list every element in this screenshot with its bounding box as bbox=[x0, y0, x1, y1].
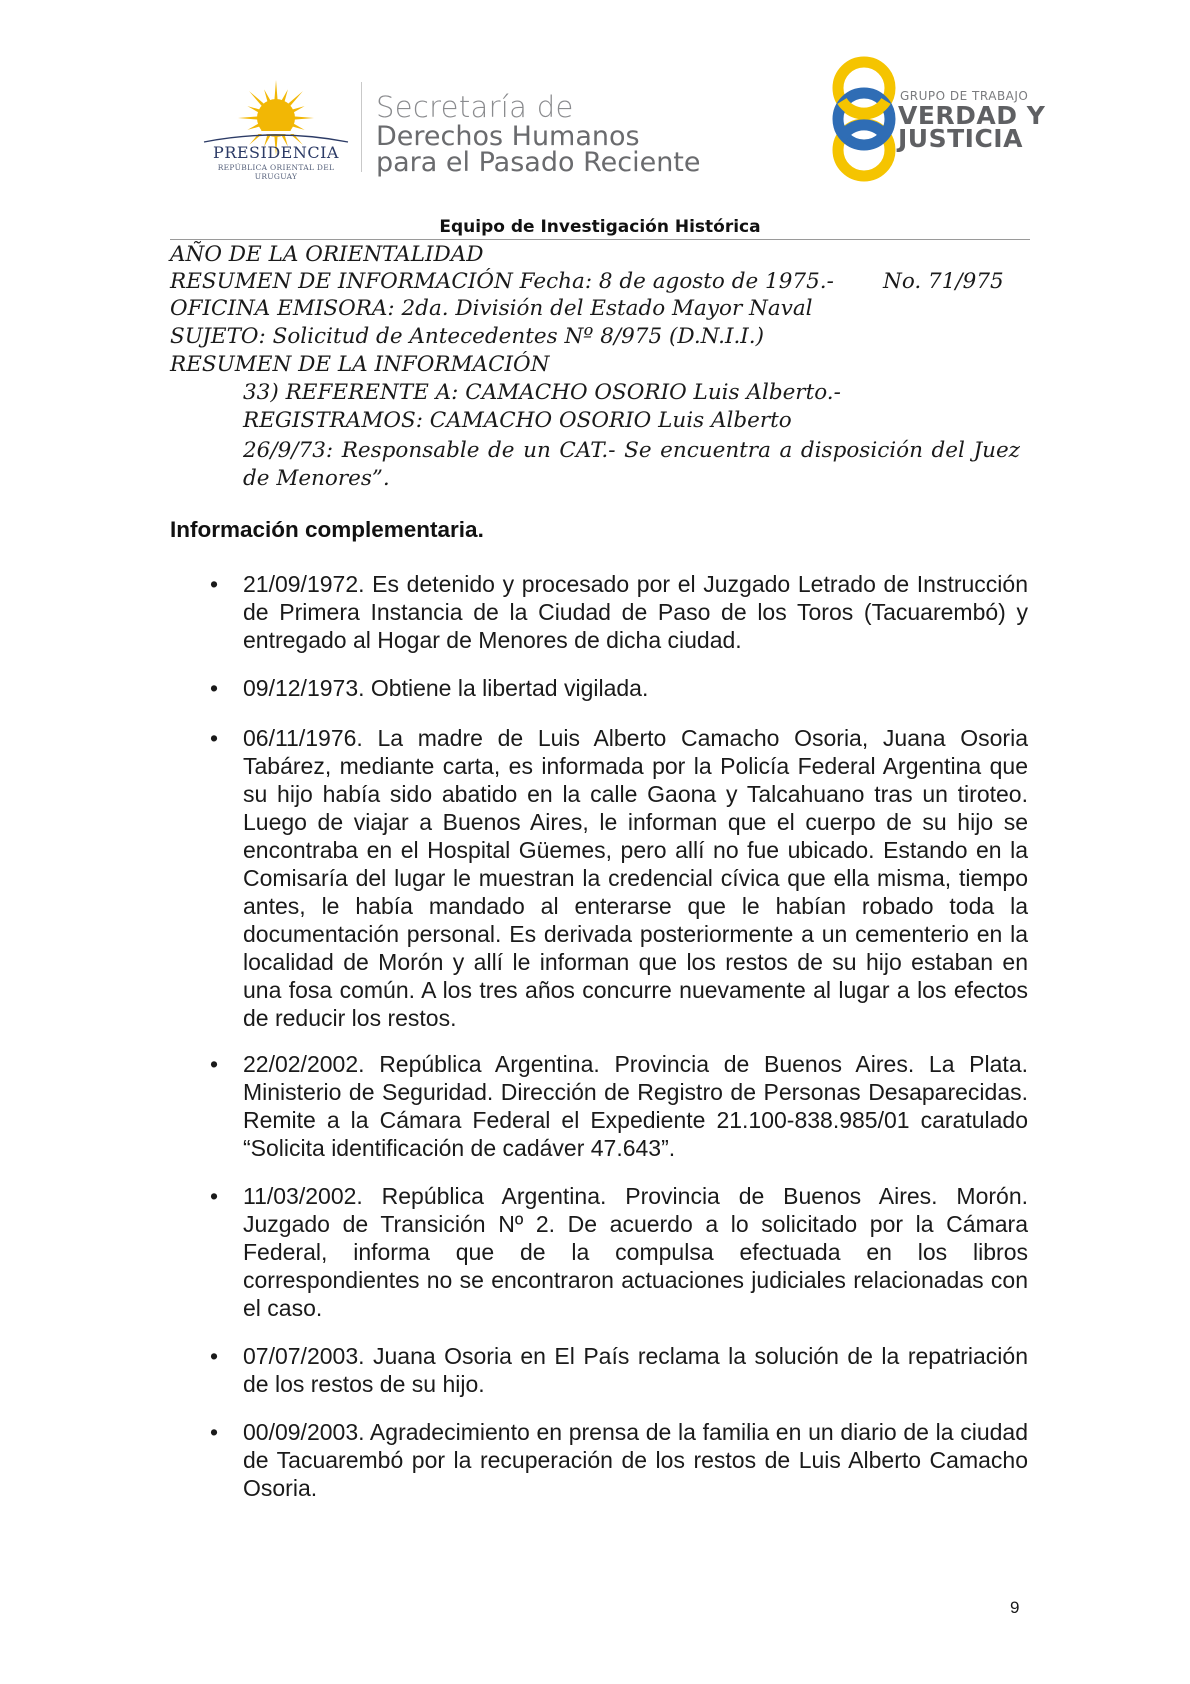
secretaria-line-2: Derechos Humanos bbox=[376, 121, 640, 152]
ring-overlap-top bbox=[842, 101, 886, 113]
bullet-icon: • bbox=[210, 1419, 219, 1445]
record-subject-line: SUJETO: Solicitud de Antecedentes Nº 8/975 (D.N.I.I.) bbox=[170, 324, 765, 349]
record-referente-line: 33) REFERENTE A: CAMACHO OSORIO Luis Alberto.- bbox=[243, 380, 841, 405]
verdad-label: VERDAD Y bbox=[898, 101, 1046, 130]
complementary-heading: Información complementaria. bbox=[170, 517, 484, 542]
sun-ray bbox=[274, 80, 277, 100]
sun-ray bbox=[238, 116, 258, 119]
ring-overlap-bottom bbox=[842, 125, 886, 137]
list-item: 00/09/2003. Agradecimiento en prensa de la familia en un diario de la ciudad de Tacuarembó por la recuperación de los restos de Luis Alberto Camacho Osoria. bbox=[243, 1419, 1028, 1501]
bullet-icon: • bbox=[210, 1343, 219, 1369]
presidencia-sublabel: REPÚBLICA ORIENTAL DEL URUGUAY bbox=[217, 163, 335, 181]
record-year-line: AÑO DE LA ORIENTALIDAD bbox=[170, 242, 484, 267]
page-header bbox=[0, 0, 1190, 200]
list-item: 22/02/2002. República Argentina. Provincia de Buenos Aires. La Plata. Ministerio de Seguridad. Dirección de Registro de Personas Desaparecidas. Remite a la Cámara Federal el Expediente 21.100-838.985/01 caratulado “Solicita identificación de cadáver 47.643”. bbox=[243, 1051, 1028, 1161]
sun-ray bbox=[288, 91, 303, 106]
list-item: 11/03/2002. República Argentina. Provincia de Buenos Aires. Morón. Juzgado de Transición Nº 2. De acuerdo a lo solicitado por la Cámara Federal, informa que de la compulsa efectuada en los libros correspondientes no se encontraron actuaciones judiciales relacionadas con el caso. bbox=[243, 1183, 1028, 1321]
sun-ray bbox=[294, 116, 314, 119]
bullet-icon: • bbox=[210, 571, 219, 597]
header-rule bbox=[170, 239, 1030, 240]
logo-divider bbox=[361, 82, 362, 172]
record-summary-heading: RESUMEN DE LA INFORMACIÓN bbox=[170, 352, 550, 377]
bullet-icon: • bbox=[210, 1051, 219, 1077]
secretaria-line-1: Secretaría de bbox=[376, 90, 574, 124]
justicia-label: JUSTICIA bbox=[898, 124, 1023, 153]
team-title: Equipo de Investigación Histórica bbox=[439, 217, 761, 237]
record-number: No. 71/975 bbox=[883, 269, 1004, 294]
list-item: 06/11/1976. La madre de Luis Alberto Camacho Osoria, Juana Osoria Tabárez, mediante carta, es informada por la Policía Federal Argentina que su hijo había sido abatido en la calle Gaona y Talcahuano tras un tiroteo. Luego de viajar a Buenos Aires, le informan que el cuerpo de su hijo se encontraba en el Hospital Güemes, pero allí no fue ubicado. Estando en la Comisaría del lugar le muestran la credencial cívica que ella misma, tiempo antes, le había mandado al enterarse que le habían robado toda la documentación personal. Es derivada posteriormente a un cementerio en la localidad de Morón y allí le informan que los restos de su hijo estaban en una fosa común. A los tres años concurre nuevamente al lugar a los efectos de reducir los restos. bbox=[243, 725, 1028, 1031]
bullet-icon: • bbox=[210, 725, 219, 751]
grupo-label: GRUPO DE TRABAJO bbox=[900, 89, 1029, 103]
record-office-line: OFICINA EMISORA: 2da. División del Estado Mayor Naval bbox=[170, 296, 813, 321]
record-registramos-line: REGISTRAMOS: CAMACHO OSORIO Luis Alberto bbox=[243, 408, 792, 433]
bullet-icon: • bbox=[210, 1183, 219, 1209]
record-note: 26/9/73: Responsable de un CAT.- Se encuentra a disposición del Juez de Menores”. bbox=[243, 438, 1020, 491]
secretaria-line-3: para el Pasado Reciente bbox=[376, 147, 701, 178]
list-item: 07/07/2003. Juana Osoria en El País reclama la solución de la repatriación de los restos de su hijo. bbox=[243, 1343, 1028, 1397]
sun-ray bbox=[249, 91, 264, 106]
page-number: 9 bbox=[1010, 1598, 1020, 1617]
list-item: 21/09/1972. Es detenido y procesado por el Juzgado Letrado de Instrucción de Primera Instancia de la Ciudad de Paso de los Toros (Tacuarembó) y entregado al Hogar de Menores de dicha ciudad. bbox=[243, 571, 1028, 653]
presidencia-label: PRESIDENCIA bbox=[213, 143, 339, 162]
bullet-icon: • bbox=[210, 675, 219, 701]
record-summary-line: RESUMEN DE INFORMACIÓN Fecha: 8 de agosto de 1975.- bbox=[170, 269, 834, 294]
list-item: 09/12/1973. Obtiene la libertad vigilada. bbox=[243, 675, 649, 701]
